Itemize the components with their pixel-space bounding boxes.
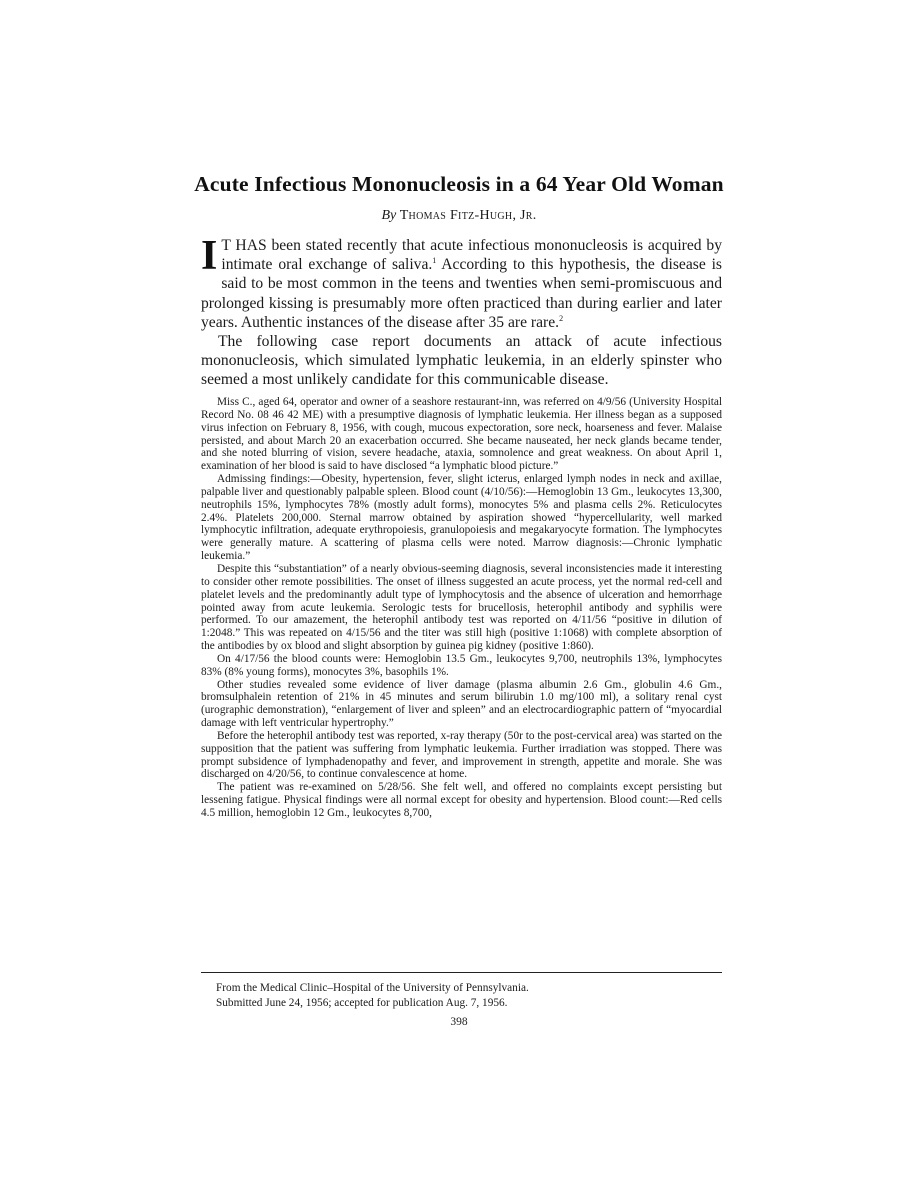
intro-text-b: According to this hypothesis, the disease is said to be most common in the teens and twenties when semi-promiscuous and prolonged kissing is presumably more often practiced than during earlier and later years. Authentic instances of the disease after 35 are rare. xyxy=(201,256,722,331)
body-paragraph: On 4/17/56 the blood counts were: Hemoglobin 13.5 Gm., leukocytes 9,700, neutrophils 13%, lymphocytes 83% (8% young forms), monocytes 3%, basophils 1%. xyxy=(201,652,722,678)
footnotes xyxy=(216,981,529,1010)
body-paragraph: Before the heterophil antibody test was reported, x-ray therapy (50r to the post-cervical area) was started on the supposition that the patient was suffering from lymphatic leukemia. Further irradiation was stopped. There was prompt subsidence of lymphadenopathy and fever, and improvement in strength, appetite and morale. She was discharged on 4/20/56, to continue convalescence at home. xyxy=(201,729,722,781)
submission-note: Submitted June 24, 1956; accepted for publication Aug. 7, 1956. xyxy=(216,996,508,1009)
author-name: Thomas Fitz-Hugh, Jr. xyxy=(399,208,537,223)
footnote-divider xyxy=(201,972,722,973)
drop-cap: I xyxy=(201,233,218,279)
byline xyxy=(150,208,768,224)
intro-text-a: T HAS been stated recently that acute infectious mononucleosis is acquired by intimate oral exchange of saliva. xyxy=(221,237,722,274)
body-paragraph: Despite this “substantiation” of a nearly obvious-seeming diagnosis, several inconsistencies made it interesting to consider other remote possibilities. The onset of illness suggested an acute process, yet the normal red-cell and platelet levels and the predominantly adult type of lymphocytosis and the absence of ulceration and hemorrhage pointed away from acute leukemia. Serologic tests for brucellosis, heterophil antibody and syphilis were performed. To our amazement, the heterophil antibody test was reported on 4/11/56 “positive in dilution of 1:2048.” This was repeated on 4/15/56 and the titer was still high (positive 1:1068) with complete absorption of the antibodies by ox blood and slight absorption by guinea pig kidney (positive 1:860). xyxy=(201,562,722,653)
page-number: 398 xyxy=(450,1016,468,1028)
case-report-body xyxy=(201,396,722,820)
body-paragraph: The patient was re-examined on 5/28/56. She felt well, and offered no complaints except persisting but lessening fatigue. Physical findings were all normal except for obesity and hypertension. Blood count:—Red cells 4.5 million, hemoglobin 12 Gm., leukocytes 8,700, xyxy=(201,781,722,819)
body-paragraph: Miss C., aged 64, operator and owner of a seashore restaurant-inn, was referred on 4/9/56 (University Hospital Record No. 08 46 42 ME) with a presumptive diagnosis of lymphatic leukemia. Her illness began as a supposed virus infection on February 8, 1956, with cough, mucous expectoration, sore neck, hoarseness and fever. Malaise persisted, and about March 20 an exacerbation occurred. She became nauseated, her neck glands became tender, and she noted blurring of vision, severe headache, ataxia, somnolence and great weakness. On about April 1, examination of her blood is said to have disclosed “a lymphatic blood picture.” xyxy=(201,396,722,473)
intro-paragraph-1 xyxy=(201,233,722,332)
byline-prefix: By xyxy=(381,208,397,223)
article-title: Acute Infectious Mononucleosis in a 64 Year Old Woman xyxy=(194,172,724,196)
introduction xyxy=(201,233,722,390)
affiliation-note: From the Medical Clinic–Hospital of the University of Pennsylvania. xyxy=(216,982,529,994)
body-paragraph: Admissing findings:—Obesity, hypertension, fever, slight icterus, enlarged lymph nodes in neck and axillae, palpable liver and questionably palpable spleen. Blood count (4/10/56):—Hemoglobin 13 Gm., leukocytes 13,300, neutrophils 15%, lymphocytes 78% (mostly adult forms), monocytes 5% and plasma cells 2%. Reticulocytes 2.4%. Platelets 200,000. Sternal marrow obtained by aspiration showed “hypercellularity, well marked lymphocytic infiltration, adequate erythropoiesis, granulopoiesis and megakaryocyte formation. The lymphocytes were generally mature. A scattering of plasma cells were noted. Marrow diagnosis:—Chronic lymphatic leukemia.” xyxy=(201,473,722,563)
body-paragraph: Other studies revealed some evidence of liver damage (plasma albumin 2.6 Gm., globulin 4.6 Gm., bromsulphalein retention of 21% in 45 minutes and serum bilirubin 1.0 mg/100 ml), a solitary renal cyst (urographic demonstration), “enlargement of liver and spleen” and an electrocardiographic pattern of “myocardial damage with left ventricular hypertrophy.” xyxy=(201,678,722,730)
intro-paragraph-2: The following case report documents an attack of acute infectious mononucleosis, which simulated lymphatic leukemia, in an elderly spinster who seemed a most unlikely candidate for this communicable disease. xyxy=(201,333,722,389)
reference-marker-1: 1 xyxy=(432,256,437,266)
reference-marker-2: 2 xyxy=(559,313,564,323)
